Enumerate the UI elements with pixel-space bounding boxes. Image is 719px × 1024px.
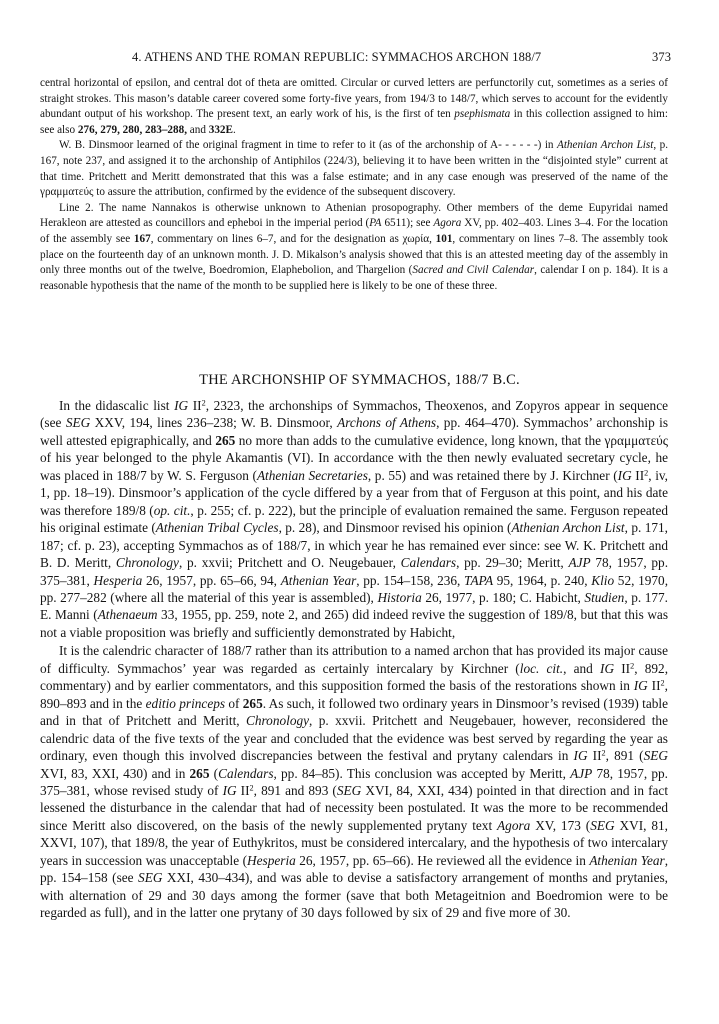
note-paragraph-line-2: Line 2. The name Nannakos is otherwise unknown to Athenian prosopography. Other members of the deme Eupyridai named Herakleon are attested as councillors and epheboi in the imperial period (PA 6511); see Agora XV, pp. 402–403. Lines 3–4. For the location of the assembly see 167, commentary on lines 6–7, and for the designation as χωρία, 101, commentary on lines 7–8. The assembly took place on the fourteenth day of an unknown month. J. D. Mikalson’s analysis showed that this is an attested meeting day of the assembly in only three months out of the twelve, Boedromion, Elaphebolion, and Thargelion (Sacred and Civil Calendar, calendar I on p. 184). It is a reasonable hypothesis that the name of the month to be supplied here is likely to be one of these three. (40, 201, 668, 292)
page-number: 373 (652, 50, 672, 64)
commentary-notes (40, 76, 668, 294)
note-paragraph-dinsmoor: W. B. Dinsmoor learned of the original fragment in time to refer to it (as of the archonship of A- - - - - -) in Athenian Archon List, p. 167, note 237, and assigned it to the archonship of Antiphilos (224/3), believing it to have been written in the “disjointed style” current at that time. Pritchett and Meritt demonstrated that this was a false estimate; and in any case enough was preserved of the name of the γραμματεύς to assure the attribution, confirmed by the evidence of the subsequent discovery. (40, 139, 669, 199)
body-text (40, 397, 668, 922)
body-paragraph-calendar: It is the calendric character of 188/7 rather than its attribution to a named archon that has provided its major cause of difficulty. Symmachos’ year was regarded as certainly intercalary by Kirchner (loc. cit., and IG $II^2$, 892, commentary) and by earlier commentators, and this supposition formed the basis of the restorations shown in IG $II^2$, 890–893 and in the editio princeps of 265. As such, it followed two ordinary years in Dinsmoor’s revised (1939) table and in that of Pritchett and Meritt, Chronology, p. xxvii. Pritchett and Neugebauer, however, reconsidered the calendric data of the five texts of the year and concluded that the evidence was best served by regarding the year as ordinary, even though this involved discrepancies between the festival and prytany calendars in IG $II^2$, 891 (SEG XVI, 83, XXI, 430) and in 265 (Calendars, pp. 84–85). This conclusion was accepted by Meritt, AJP 78, 1957, pp. 375–381, whose revised study of IG $II^2$, 891 and 893 (SEG XVI, 84, XXI, 434) pointed in that direction and in fact lessened the disturbance in the calendar that had of necessity been postulated. It was the more to be recommended since Meritt also discovered, on the basis of the newly supplemented prytany text Agora XV, 173 (SEG XVI, 81, XXVI, 107), that 189/8, the year of Euthykritos, must be considered intercalary, and the hypothesis of two intercalary years in succession was unacceptable (Hesperia 26, 1957, pp. 65–66). He reviewed all the evidence in Athenian Year, pp. 154–158 (see SEG XXI, 430–434), and was able to devise a satisfactory arrangement of months and prytanies, with alternation of 29 and 30 days among the former (save that both Metageitnion and Boedromion were to be regarded as full), and in the latter one prytany of 30 days followed by six of 29 and five more of 30. (40, 643, 669, 921)
note-paragraph-lettering: central horizontal of epsilon, and central dot of theta are omitted. Circular or curved letters are perfunctorily cut, sometimes as a series of straight strokes. This mason’s datable career covered some forty-five years, from 194/3 to 148/7, which serves to account for the evidently abundant output of his workshop. The present text, an early work of his, is the first of ten psephismata in this collection assigned to him: see also 276, 279, 280, 283–288, and 332E. (40, 77, 668, 136)
section-heading: THE ARCHONSHIP OF SYMMACHOS, 188/7 B.C. (199, 372, 520, 388)
running-head (0, 50, 719, 66)
body-paragraph-archonship: In the didascalic list IG $II^2$, 2323, the archonships of Symmachos, Theoxenos, and Zopyros appear in sequence (see SEG XXV, 194, lines 236–238; W. B. Dinsmoor, Archons of Athens, pp. 464–470). Symmachos’ archonship is well attested epigraphically, and 265 no more than adds to the cumulative evidence, long known, that the γραμματεύς of his year belonged to the phyle Akamantis (VI). In accordance with the then newly evaluated secretary cycle, he was placed in 188/7 by W. S. Ferguson (Athenian Secretaries, p. 55) and was retained there by J. Kirchner (IG $II^2$, iv, 1, pp. 18–19). Dinsmoor’s application of the cycle differed by a year from that of Ferguson at this point, and his date was therefore 189/8 (op. cit., p. 255; cf. p. 222), but the principle of evaluation remained the same. Ferguson repeated his original estimate (Athenian Tribal Cycles, p. 28), and Dinsmoor revised his opinion (Athenian Archon List, p. 171, 187; cf. p. 23), accepting Symmachos as of 188/7, in which year he has remained ever since: see W. K. Pritchett and B. D. Meritt, Chronology, p. xxvii; Pritchett and O. Neugebauer, Calendars, pp. 29–30; Meritt, AJP 78, 1957, pp. 375–381, Hesperia 26, 1957, pp. 65–66, 94, Athenian Year, pp. 154–158, 236, TAPA 95, 1964, p. 240, Klio 52, 1970, pp. 277–282 (where all the material of this year is assembled), Historia 26, 1977, p. 180; C. Habicht, Studien, p. 177. E. Manni (Athenaeum 33, 1955, pp. 259, note 2, and 265) did indeed revive the suggestion of 189/8, but that this was not a viable proposition was briefly and sufficiently demonstrated by Habicht, (40, 398, 669, 640)
running-head-title: 4. ATHENS AND THE ROMAN REPUBLIC: SYMMACHOS ARCHON 188/7 (132, 50, 542, 64)
